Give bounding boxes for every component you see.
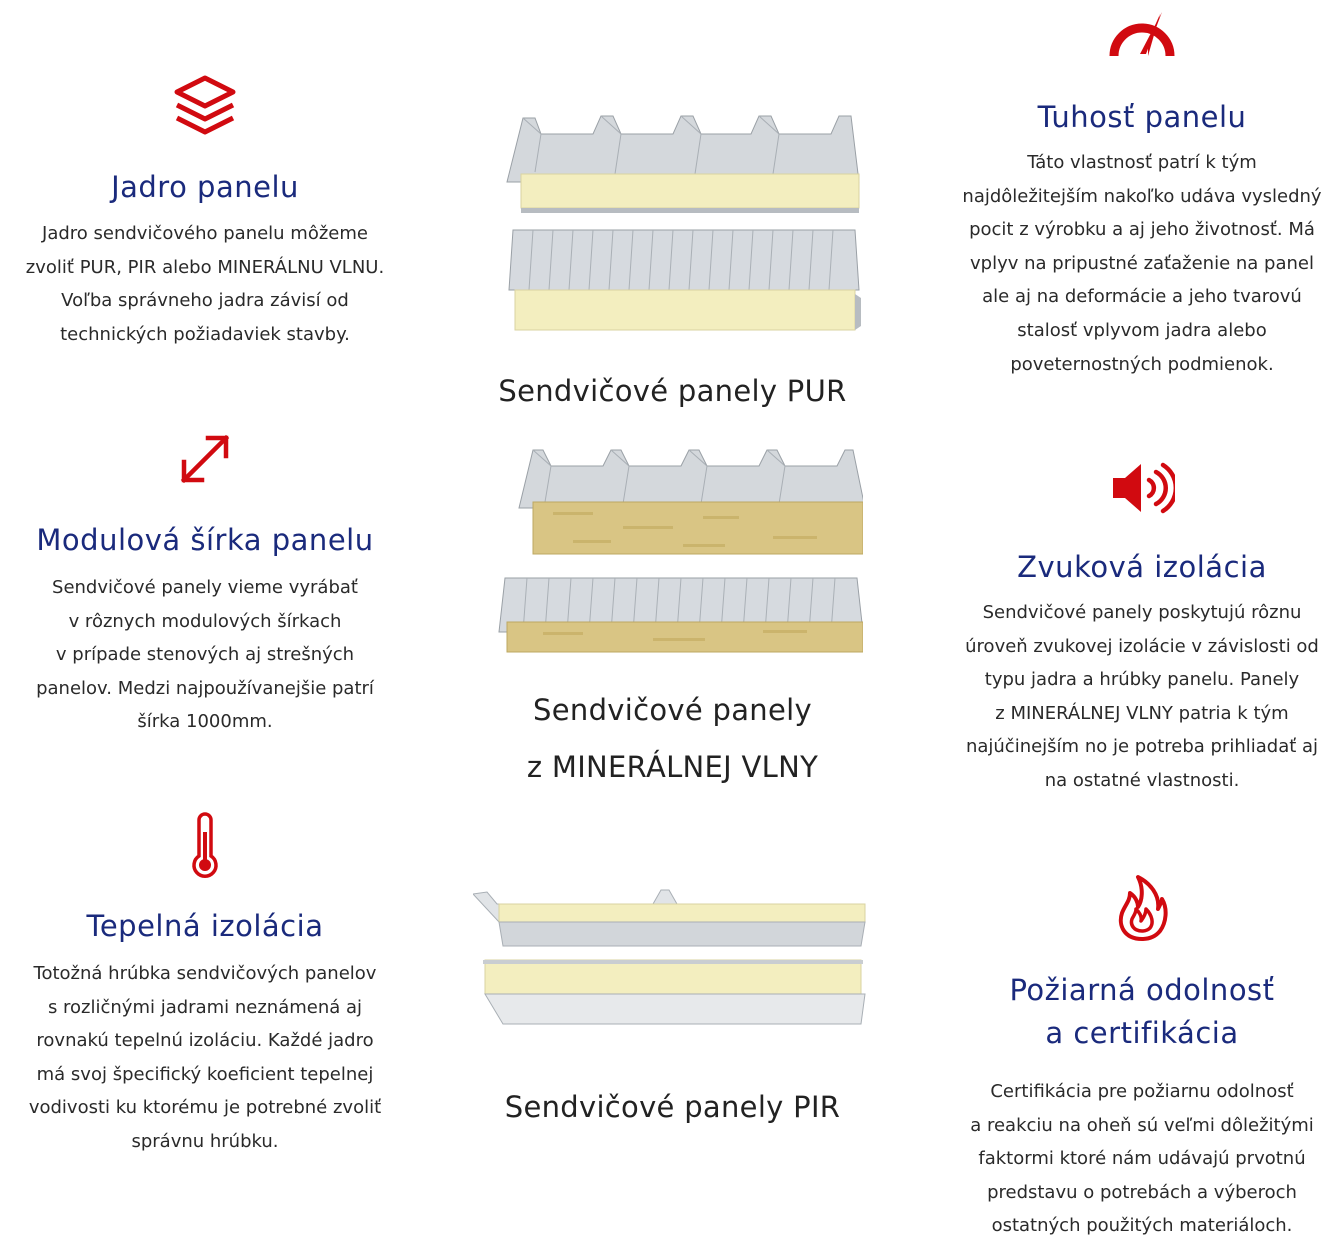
- flame-icon: [1116, 873, 1168, 943]
- feature-core: [0, 72, 410, 351]
- feature-text: Totožná hrúbka sendvičových panelov s rozličnými jadrami neznámená aj rovnakú tepelnú izoláciu. Každé jadro má svoj špecifický koeficient tepelnej vodivosti ku ktorému je potrebné zvoliť správnu hrúbku.: [28, 963, 382, 1153]
- pur-panel-illustration: [483, 112, 863, 337]
- speedometer-icon: [1106, 6, 1178, 60]
- feature-fire: [940, 873, 1344, 1243]
- feature-text: Sendvičové panely vieme vyrábať v rôznych modulových šírkach v prípade stenových aj strešných panelov. Medzi najpoužívanejšie patrí šírka 1000mm.: [36, 577, 374, 733]
- mineral-panel-illustration: [483, 446, 863, 658]
- panel-image-pir: [470, 884, 875, 1029]
- feature-title: Jadro panelu: [111, 170, 299, 204]
- layers-icon: [172, 72, 238, 138]
- panel-image-pur: [470, 112, 875, 337]
- resize-arrows-icon: [174, 428, 236, 490]
- feature-sound: [940, 460, 1344, 798]
- feature-title: Požiarná odolnosť a certifikácia: [1009, 973, 1275, 1050]
- feature-title: Tuhosť panelu: [1037, 100, 1247, 134]
- panel-image-mineral: [470, 446, 875, 658]
- feature-stiffness: [940, 6, 1344, 381]
- feature-text: Certifikácia pre požiarnu odolnosť a reakciu na oheň sú veľmi dôležitými faktormi ktoré nám udávajú prvotnú predstavu o potrebách a výberoch ostatných použitých materiáloch.: [970, 1081, 1314, 1237]
- panel-caption-mineral: Sendvičové panely z MINERÁLNEJ VLNY: [526, 693, 819, 784]
- speaker-icon: [1109, 460, 1175, 516]
- feature-text: Táto vlastnosť patrí k tým najdôležitejším nakoľko udáva vysledný pocit z výrobku a aj jeho životnosť. Má vplyv na pripustné zaťaženie na panel ale aj na deformácie a jeho tvarovú stalosť vplyvom jadra alebo poveternostných podmienok.: [962, 152, 1322, 375]
- thermometer-icon: [190, 812, 220, 880]
- panel-caption-pir: Sendvičové panely PIR: [504, 1090, 841, 1124]
- feature-text: Jadro sendvičového panelu môžeme zvoliť PUR, PIR alebo MINERÁLNU VLNU. Voľba správneho jadra závisí od technických požiadaviek stavby.: [25, 223, 385, 345]
- feature-title: Modulová šírka panelu: [36, 523, 374, 557]
- pir-panel-illustration: [473, 884, 873, 1029]
- panel-caption-pur: Sendvičové panely PUR: [498, 374, 847, 408]
- feature-thermal: [0, 812, 410, 1159]
- feature-title: Zvuková izolácia: [1017, 550, 1267, 584]
- feature-text: Sendvičové panely poskytujú rôznu úroveň zvukovej izolácie v závislosti od typu jadra a hrúbky panelu. Panely z MINERÁLNEJ VLNY patria k tým najúčinejším no je potreba prihliadať aj na ostatné vlastnosti.: [965, 602, 1319, 792]
- feature-title: Tepelná izolácia: [86, 909, 324, 943]
- feature-width: [0, 428, 410, 739]
